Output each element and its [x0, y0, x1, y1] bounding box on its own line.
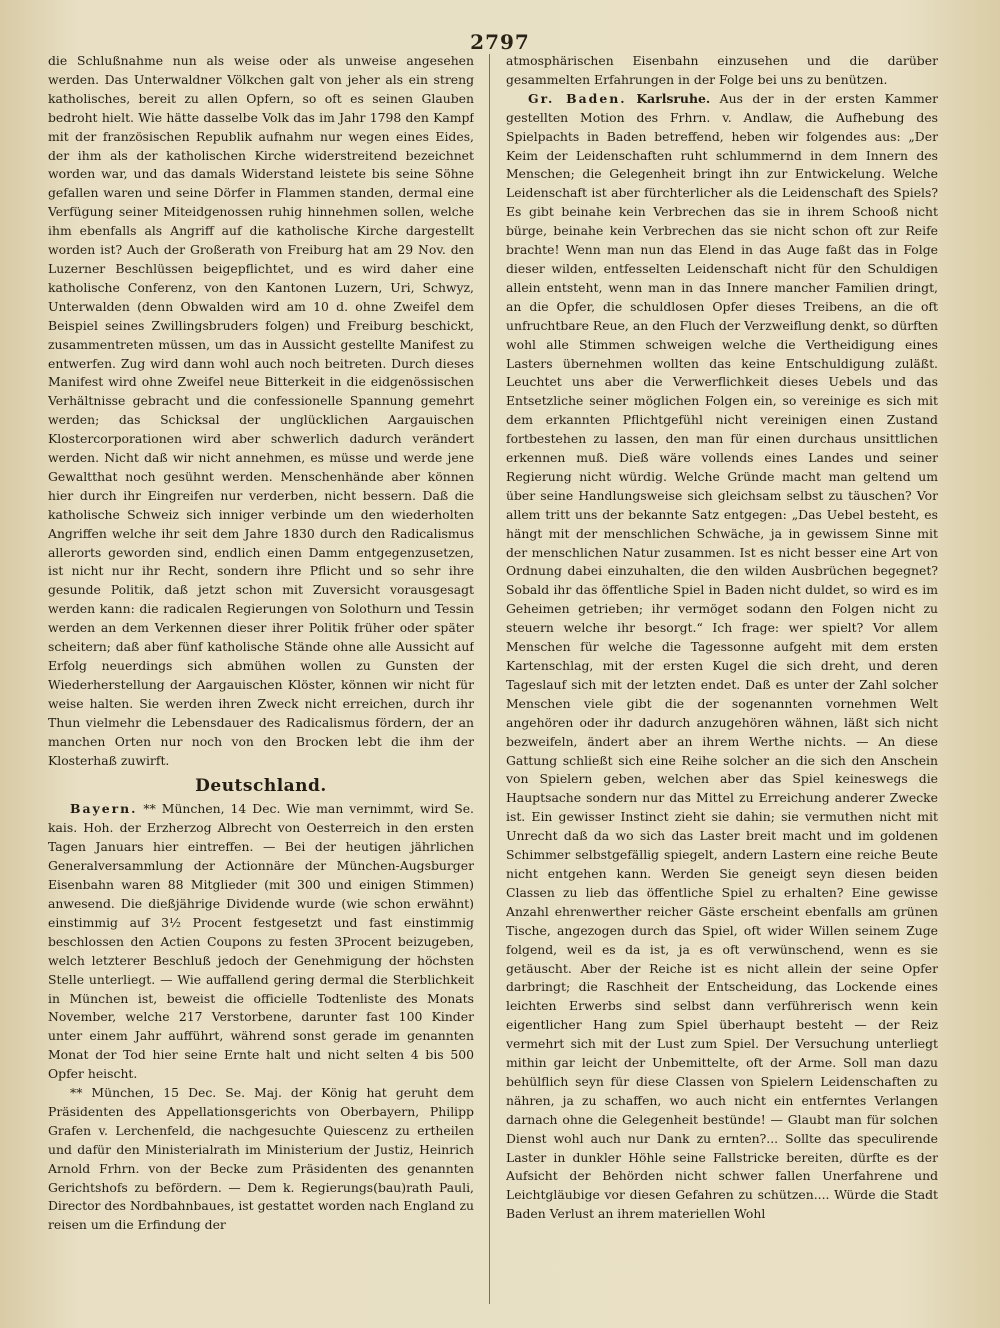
right-column: [506, 52, 938, 1314]
article-bayern-muenchen-14dec: [48, 800, 474, 1084]
article-eisenbahn-continuation: atmosphärischen Eisenbahn einzusehen und die darüber gesammelten Erfahrungen in der Folge bei uns zu benützen.: [506, 53, 938, 87]
column-divider: [489, 54, 490, 1304]
section-heading-deutschland: Deutschland.: [195, 776, 327, 797]
article-text: ** München, 14 Dec. Wie man vernimmt, wird Se. kais. Hoh. der Erzherzog Albrecht von Oesterreich in den ersten Tagen Januars hier eintreffen. — Bei der heutigen jährlichen Generalversammlung der Actionnäre der München-Augsburger Eisenbahn waren 88 Mitglieder (mit 300 und einigen Stimmen) anwesend. Die dießjährige Dividende wurde (wie schon erwähnt) einstimmig auf 3½ Procent festgesetzt und fast einstimmig beschlossen den Actien Coupons zu festen 3Procent beizugeben, welch letzterer Beschluß jedoch der Genehmigung der höchsten Stelle unterliegt. — Wie auffallend gering dermal die Sterblichkeit in München ist, beweist die officielle Todtenliste des Monats November, welche 217 Verstorbene, darunter fast 100 Kinder unter einem Jahr aufführt, während sonst gerade im genannten Monat der Tod hier seine Ernte halt und nicht selten 4 bis 500 Opfer heischt.: [48, 801, 474, 1082]
article-swiss-continuation: die Schlußnahme nun als weise oder als unweise angesehen werden. Das Unterwaldner Völkchen galt von jeher als ein streng katholisches, bereit zu allen Opfern, so oft es seinen Glauben bedroht hielt. Wie hätte dasselbe Volk das im Jahr 1798 den Kampf mit der französischen Republik aufnahm nur wegen eines Eides, der ihm als der katholischen Kirche widerstreitend bezeichnet worden war, und das damals Widerstand leistete bis seine Söhne gefallen waren und seine Dörfer in Flammen standen, dermal eine Verfügung seiner Miteidgenossen ruhig hinnehmen sollen, welche ihm ebenfalls als Angriff auf die katholische Kirche dargestellt worden ist? Auch der Großerath von Freiburg hat am 29 Nov. den Luzerner Beschlüssen beigepflichtet, und es wird daher eine katholische Conferenz, von den Kantonen Luzern, Uri, Schwyz, Unterwalden (denn Obwalden wird am 10 d. ohne Zweifel dem Beispiel seines Zwillingsbruders folgen) und Freiburg beschickt, zusammentreten müssen, um das in Aussicht gestellte Manifest zu entwerfen. Zug wird dann wohl auch noch beitreten. Durch dieses Manifest wird ohne Zweifel neue Bitterkeit in die eidgenössischen Verhältnisse gebracht und die confessionelle Spannung gemehrt werden; das Schicksal der unglücklichen Aargauischen Klostercorporationen wird aber schwerlich dadurch verändert werden. Nicht daß wir nicht annehmen, es müsse und werde jene Gewaltthat noch gesühnt werden. Menschenhände aber können hier durch ihr Eingreifen nur verderben, nicht bessern. Daß die katholische Schweiz sich inniger verbinde um den wiederholten Angriffen welche ihr seit dem Jahre 1830 durch den Radicalismus allerorts geworden sind, endlich einen Damm entgegenzusetzen, ist nicht nur ihr Recht, sondern ihre Pflicht und so sehr ihre gesunde Politik, daß jetzt schon mit Zuversicht vorausgesagt werden kann: die radicalen Regierungen von Solothurn und Tessin werden an dem Verkennen dieser ihrer Politik früher oder später scheitern; daß aber fünf katholische Stände ohne alle Aussicht auf Erfolg neuerdings sich abmühen wollen zu Gunsten der Wiederherstellung der Aargauischen Klöster, können wir nicht für weise halten. Sie werden ihren Zweck nicht erreichen, durch ihr Thun vielmehr die Lebensdauer des Radicalismus fördern, der an manchen Orten nur noch von den Brocken lebt die ihm der Klosterhaß zuwirft.: [48, 53, 474, 768]
place-label-karlsruhe: Karlsruhe.: [626, 90, 711, 106]
left-column: [48, 52, 474, 1314]
article-baden-karlsruhe: [506, 90, 938, 1224]
article-text: Aus der in der ersten Kammer gestellten Motion des Frhrn. v. Andlaw, die Aufhebung des Spielpachts in Baden betreffend, heben wir folgendes aus: „Der Keim der Leidenschaften ruht schlummernd in dem Innern des Menschen; die Gelegenheit bringt ihn zur Entwickelung. Welche Leidenschaft ist aber fürchterlicher als die Leidenschaft des Spiels? Es gibt beinahe kein Verbrechen das sie in ihrem Schooß nicht bürge, beinahe kein Verbrechen das sie nicht schon oft zur Reife brachte! Wenn man nun das Elend in das Auge faßt das in Folge dieser wilden, entfesselten Leidenschaft nicht für den Schuldigen allein entsteht, wenn man in das Innere mancher Familien dringt, an die Opfer, die schuldlosen Opfer dieses Treibens, an die oft unfruchtbare Reue, an den Fluch der Verzweiflung denkt, so dürften wohl alle Stimmen schweigen welche die Vertheidigung eines Lasters übernehmen wollten das keine Entschuldigung zuläßt. Leuchtet uns aber die Verwerflichkeit dieses Uebels und das Entsetzliche seiner möglichen Folgen ein, so vereinige es sich mit dem erkannten Pflichtgefühl nicht vereinigen einen Zustand fortbestehen zu lassen, den man für einen durchaus unsittlichen erkennen muß. Dieß wäre vollends eines Landes und seiner Regierung nicht würdig. Welche Gründe macht man geltend um über seine Handlungsweise sich gleichsam selbst zu täuschen? Vor allem tritt uns der bekannte Satz entgegen: „Das Uebel besteht, es hängt mit der menschlichen Schwäche, ja in gewissem Sinne mit der menschlichen Natur zusammen. Ist es nicht besser eine Art von Ordnung dabei einzuhalten, die den wilden Ausbrüchen begegnet? Sobald ihr das öffentliche Spiel in Baden nicht duldet, so wird es im Geheimen getrieben; ihr vermöget sodann den Folgen nicht zu steuern welche ihr besorgt.“ Ich frage: wer spielt? Vor allem Menschen für welche die Tagessonne aufgeht mit dem ersten Kartenschlag, mit der ersten Kugel die sich dreht, und deren Tageslauf sich mit der letzten endet. Daß es unter der Zahl solcher Menschen viele gibt die der sogenannten vornehmen Welt angehören oder ihr dadurch anzugehören wähnen, läßt sich nicht bezweifeln, ändert aber an ihrem Werthe nichts. — An diese Gattung schließt sich eine Reihe solcher an die sich den Anschein von Spielern geben, welchen aber das Spiel keineswegs die Hauptsache sondern nur das Mittel zu Erreichung anderer Zwecke ist. Ein gewisser Instinct zieht sie dahin; sie vermuthen nicht mit Unrecht daß da wo sich das Laster breit macht und im goldenen Schimmer selbstgefällig spiegelt, andern Lastern eine reiche Beute nicht entgehen kann. Werden Sie geneigt seyn diesen beiden Classen zu lieb das öffentliche Spiel zu erhalten? Eine gewisse Anzahl ehrenwerther reicher Gäste erscheint ebenfalls am grünen Tische, angezogen durch das Spiel, oft wider Willen seinem Zuge folgend, weil es da ist, ja es oft verwünschend, wenn es sie getäuscht. Aber der Reiche ist es nicht allein der seine Opfer darbringt; die Raschheit der Entscheidung, das Lockende eines leichten Erwerbs sind selbst dann verführerisch wenn kein eigentlicher Hang zum Spiel überhaupt besteht — der Reiz vermehrt sich mit der Lust zum Spiel. Der Versuchung unterliegt mithin gar leicht der Unbemittelte, oft der Arme. Soll man dazu behülflich seyn für diese Classen von Spielern Leidenschaften zu nähren, ja zu schaffen, wo auch nicht ein entferntes Verlangen darnach ohne die Gelegenheit bestünde! — Glaubt man für solchen Dienst wohl auch nur Dank zu ernten?... Sollte das speculirende Laster in dunkler Höhle seine Fallstricke bereiten, dürfte es der Aufsicht der Behörden nicht schwer fallen Unerfahrene und Leichtgläubige vor diesen Gefahren zu schützen.... Würde die Stadt Baden Verlust an ihrem materiellen Wohl: [506, 90, 938, 1222]
region-label-bayern: Bayern.: [70, 801, 138, 817]
article-muenchen-15dec: ** München, 15 Dec. Se. Maj. der König hat geruht dem Präsidenten des Appellationsgerichts von Oberbayern, Philipp Grafen v. Lerchenfeld, die nachgesuchte Quiescenz zu ertheilen und dafür den Ministerialrath im Ministerium der Justiz, Heinrich Arnold Frhrn. von der Becke zum Präsidenten des genannten Gerichtshofs zu befördern. — Dem k. Regierungs(bau)rath Pauli, Director des Nordbahnbaues, ist gestattet worden nach England zu reisen um die Erfindung der: [48, 1085, 474, 1233]
region-label-baden: Gr. Baden.: [528, 90, 627, 106]
page-number: 2797: [470, 30, 530, 54]
